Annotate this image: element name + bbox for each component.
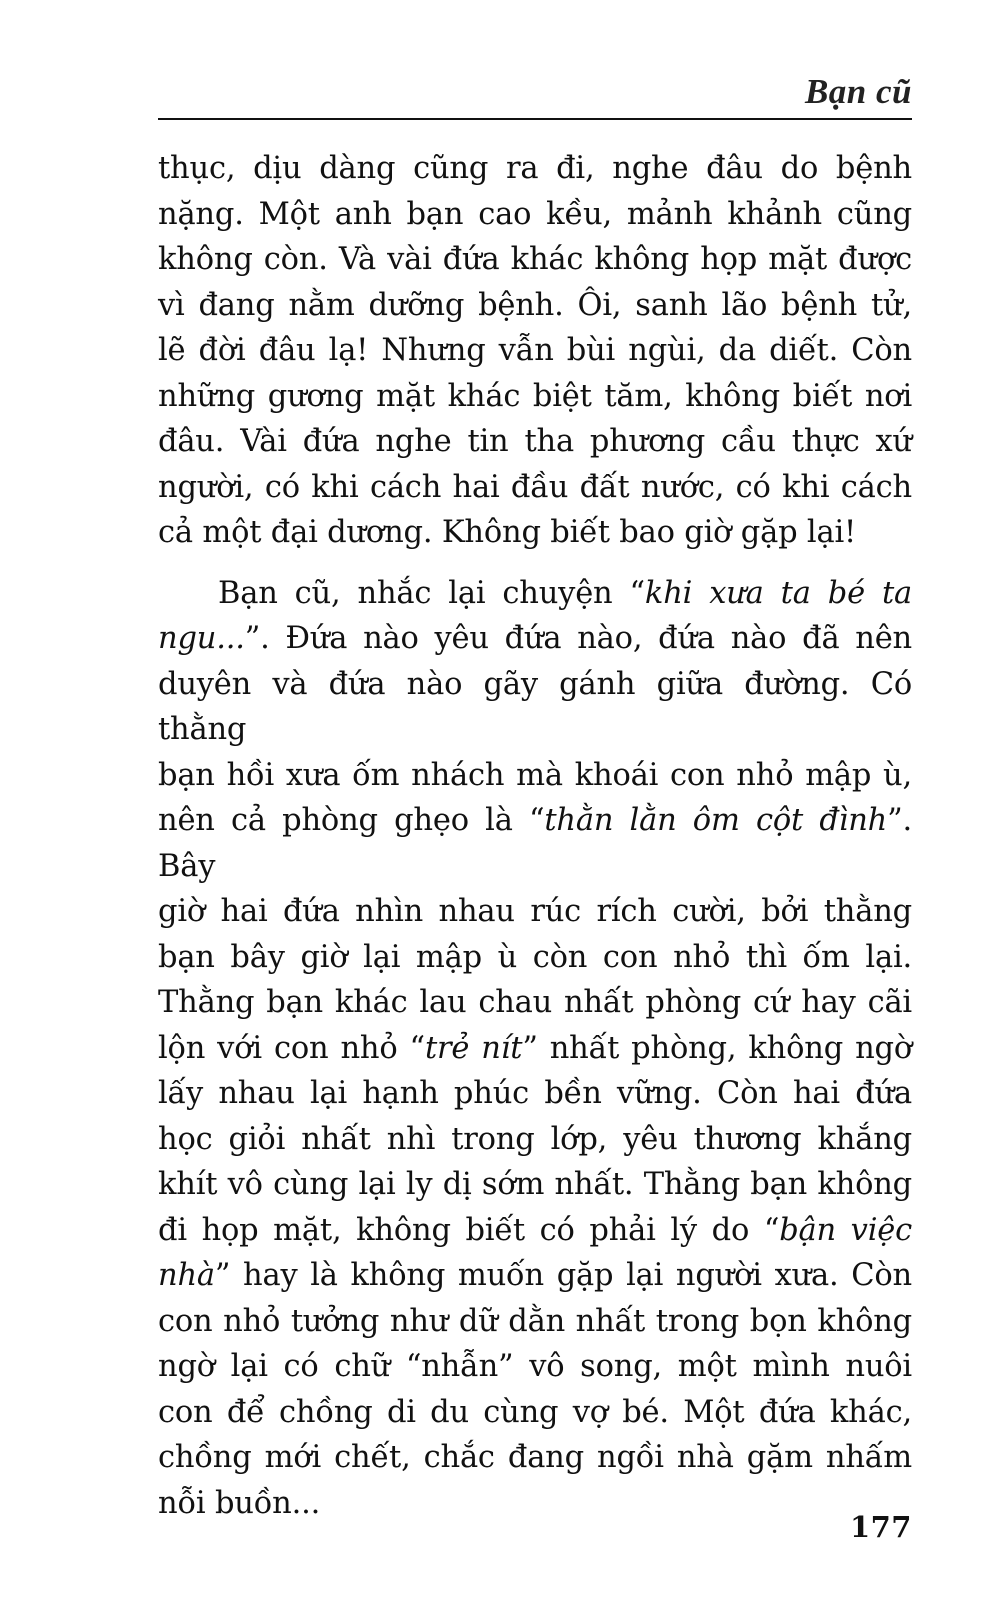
- text-run: Bạn cũ, nhắc lại chuyện “: [218, 575, 645, 611]
- text-line: [158, 1208, 912, 1254]
- text-line: [158, 616, 912, 662]
- text-run: nên cả phòng ghẹo là “: [158, 803, 545, 838]
- quoted-phrase: trẻ nít: [424, 1030, 523, 1066]
- text-run: ” hay là không muốn gặp lại người xưa. Còn: [214, 1258, 912, 1293]
- text-line: duyên và đứa nào gãy gánh giữa đường. Có thằng: [158, 666, 912, 747]
- text-line: cả một đại dương. Không biết bao giờ gặp lại!: [158, 515, 857, 550]
- quoted-phrase: thằn lằn ôm cột đình: [544, 803, 888, 838]
- text-line: vì đang nằm dưỡng bệnh. Ôi, sanh lão bệnh tử,: [158, 287, 912, 323]
- running-title: Bạn cũ: [804, 72, 912, 111]
- text-line: người, có khi cách hai đầu đất nước, có khi cách: [158, 469, 912, 505]
- text-line: [158, 1026, 912, 1072]
- text-run: ”. Đứa nào yêu đứa nào, đứa nào đã nên: [244, 621, 912, 656]
- text-line: chồng mới chết, chắc đang ngồi nhà gặm nhấm: [158, 1440, 912, 1475]
- text-line: nặng. Một anh bạn cao kều, mảnh khảnh cũng: [158, 196, 912, 232]
- paragraph-1: [158, 146, 912, 556]
- text-line: [158, 571, 912, 617]
- body-text: [158, 146, 912, 1526]
- quoted-phrase: ngu...: [158, 621, 245, 656]
- text-line: lẽ đời đâu lạ! Nhưng vẫn bùi ngùi, da diết. Còn: [158, 333, 912, 368]
- text-line: đâu. Vài đứa nghe tin tha phương cầu thực xứ: [158, 424, 912, 459]
- text-line: bạn hồi xưa ốm nhách mà khoái con nhỏ mập ù,: [158, 757, 912, 793]
- text-run: lộn với con nhỏ “: [158, 1030, 425, 1066]
- text-line: không còn. Và vài đứa khác không họp mặt được: [158, 242, 912, 277]
- text-line: thục, dịu dàng cũng ra đi, nghe đâu do bệnh: [158, 151, 912, 186]
- quoted-phrase: bận việc: [779, 1212, 912, 1248]
- quoted-phrase: nhà: [158, 1258, 215, 1293]
- text-line: học giỏi nhất nhì trong lớp, yêu thương khắng: [158, 1121, 912, 1157]
- page-number: 177: [849, 1510, 912, 1544]
- paragraph-2: [158, 571, 912, 1527]
- text-line: bạn bây giờ lại mập ù còn con nhỏ thì ốm lại.: [158, 939, 912, 975]
- text-run: ”. Bây: [158, 803, 912, 884]
- text-run: đi họp mặt, không biết có phải lý do “: [158, 1212, 780, 1248]
- text-line: Thằng bạn khác lau chau nhất phòng cứ hay cãi: [158, 985, 912, 1020]
- text-line: những gương mặt khác biệt tăm, không biết nơi: [158, 378, 912, 414]
- quoted-phrase: khi xưa ta bé ta: [644, 575, 912, 611]
- running-header: [158, 66, 912, 120]
- text-line: nỗi buồn...: [158, 1485, 321, 1521]
- text-line: con nhỏ tưởng như dữ dằn nhất trong bọn không: [158, 1303, 912, 1339]
- text-line: khít vô cùng lại ly dị sớm nhất. Thằng bạn không: [158, 1167, 912, 1202]
- text-line: [158, 1253, 912, 1299]
- text-line: con để chồng di du cùng vợ bé. Một đứa khác,: [158, 1394, 912, 1430]
- text-run: ” nhất phòng, không ngờ: [522, 1030, 913, 1066]
- text-line: ngờ lại có chữ “nhẫn” vô song, một mình nuôi: [158, 1349, 912, 1384]
- text-line: [158, 798, 912, 889]
- text-line: giờ hai đứa nhìn nhau rúc rích cười, bởi thằng: [158, 894, 912, 929]
- text-line: lấy nhau lại hạnh phúc bền vững. Còn hai đứa: [158, 1076, 912, 1111]
